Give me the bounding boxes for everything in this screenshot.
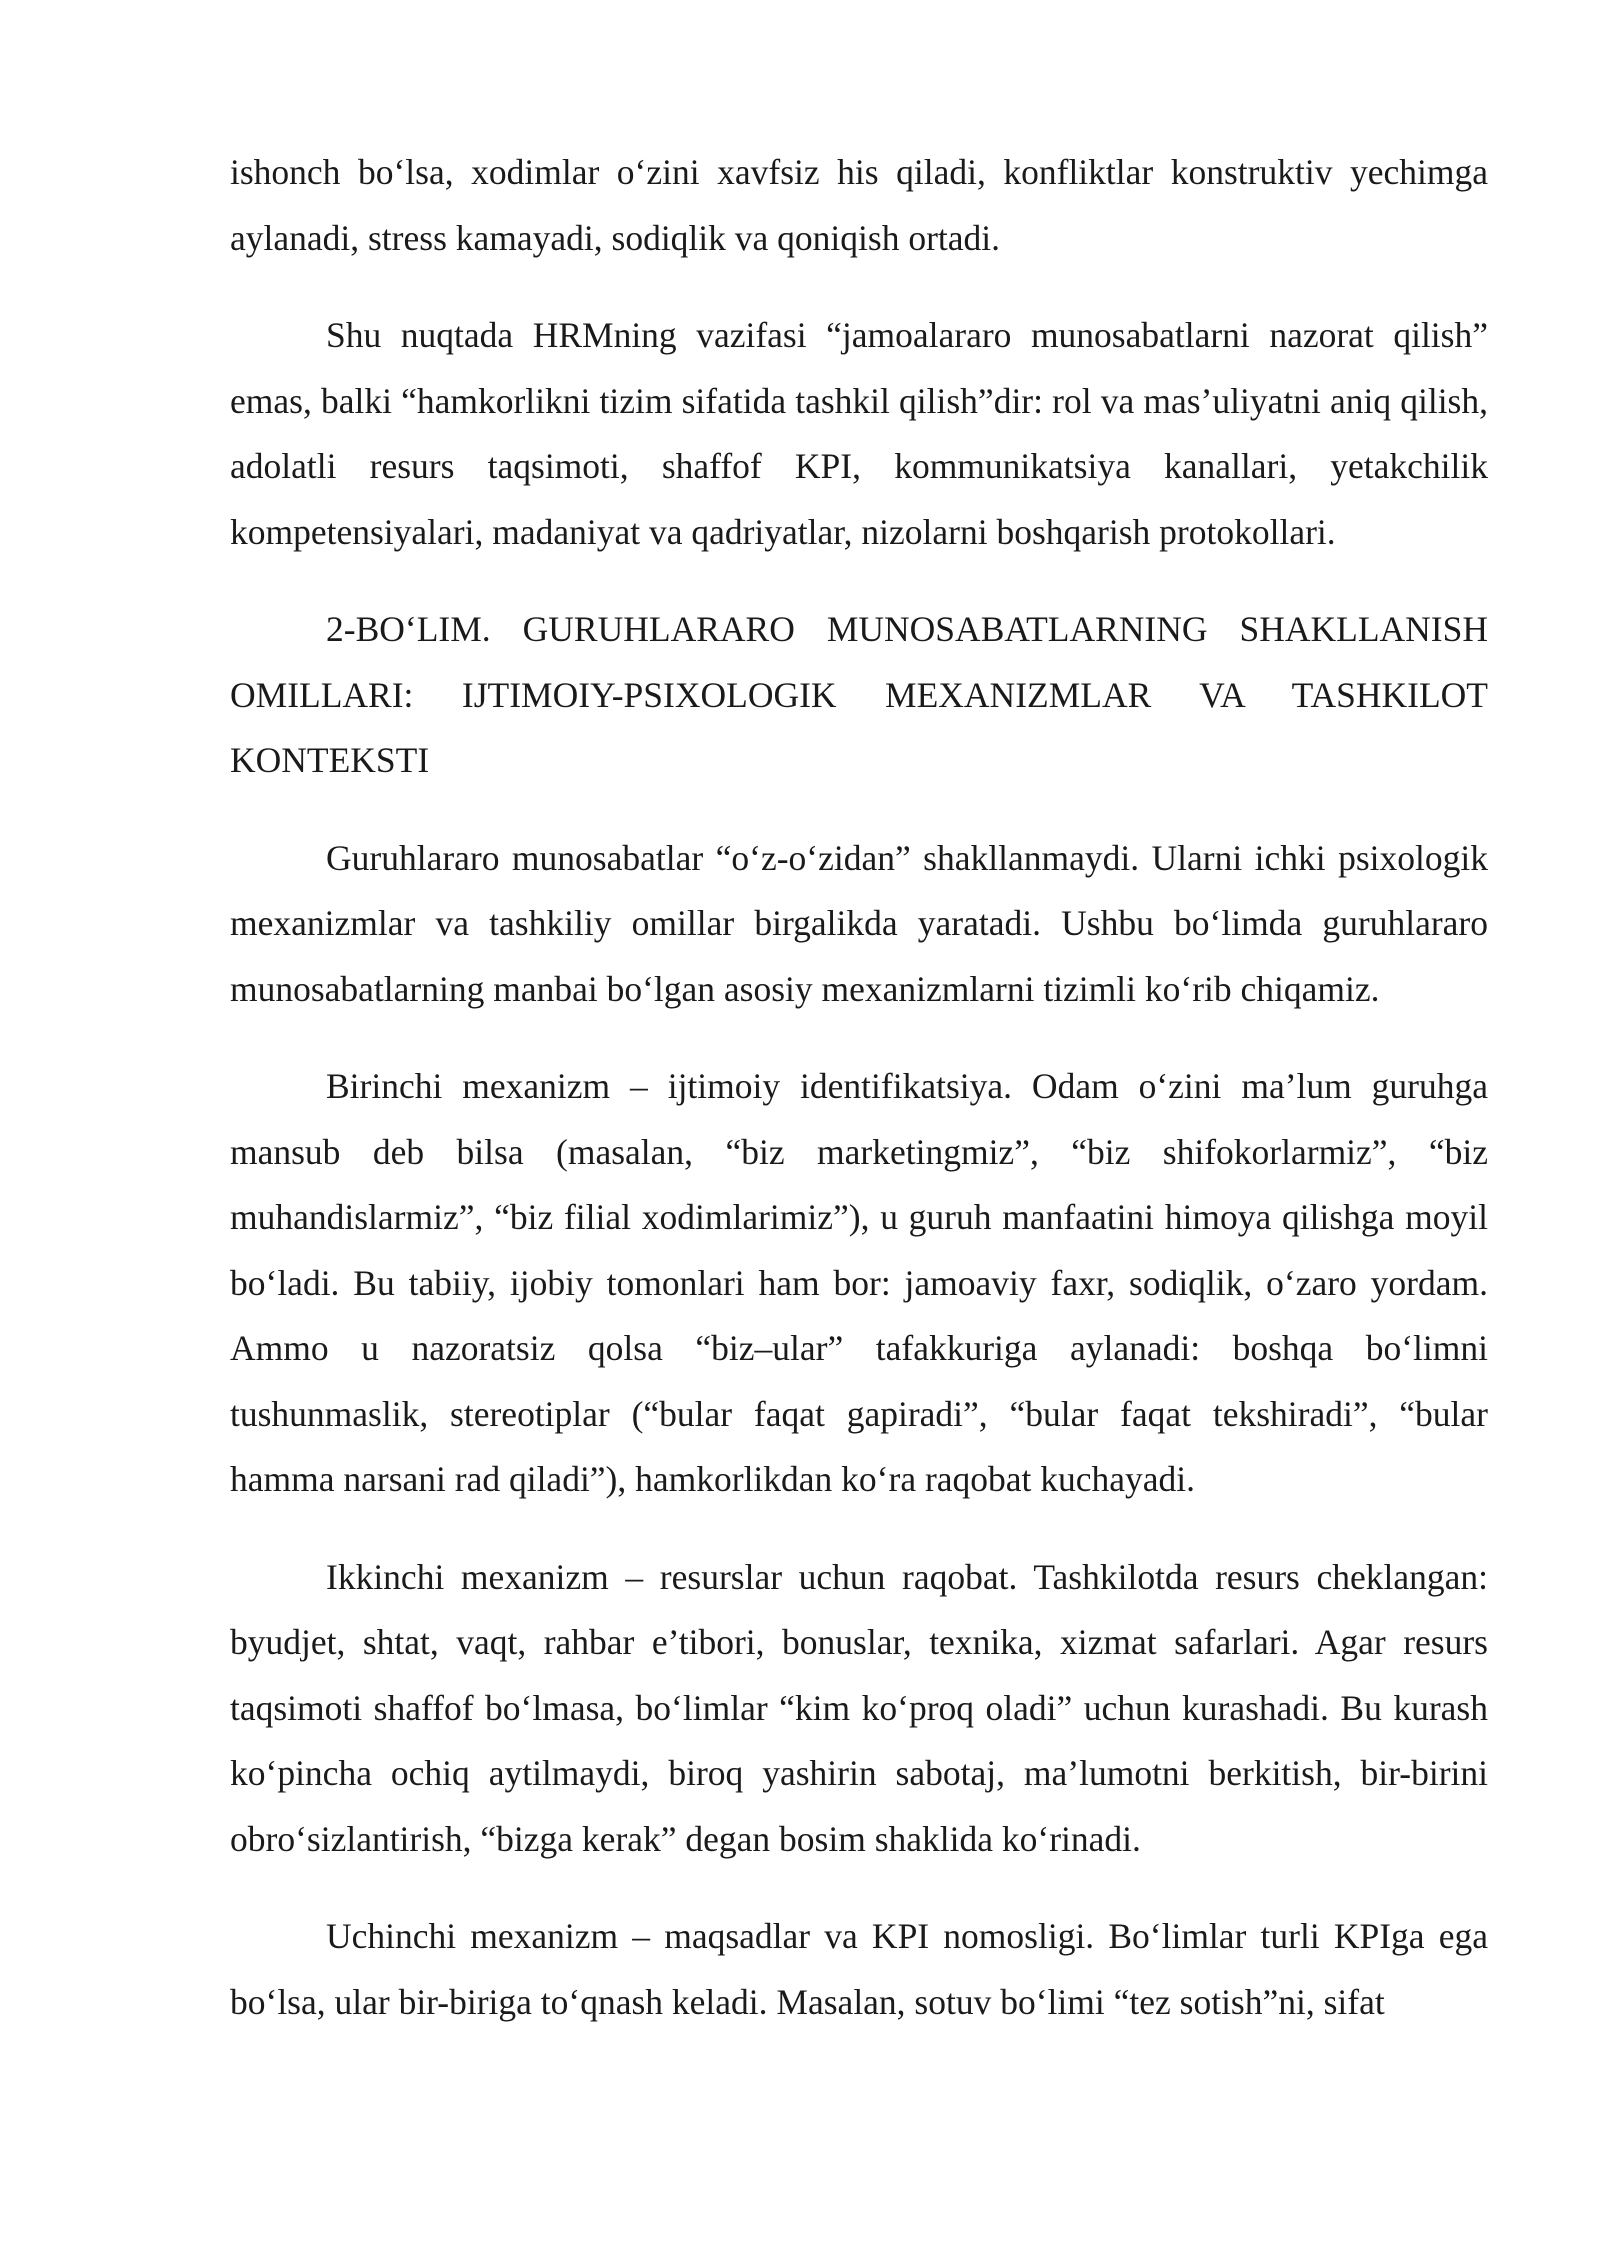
paragraph-intro-mechanisms: Guruhlararo munosabatlar “o‘z-o‘zidan” shakllanmaydi. Ularni ichki psixologik mexanizmlar va tashkiliy omillar birgalikda yaratadi. Ushbu bo‘limda guruhlararo munosabatlarning manbai bo‘lgan asosiy mexanizmlarni tizimli ko‘rib chiqamiz. <box>230 837 1488 1009</box>
section-heading: 2-BO‘LIM. GURUHLARARO MUNOSABATLARNING SHAKLLANISH OMILLARI: IJTIMOIY-PSIXOLOGIK MEXANIZMLAR VA TASHKILOT KONTEKSTI <box>230 609 1488 780</box>
document-body <box>230 140 1488 2067</box>
paragraph-third-mechanism: Uchinchi mexanizm – maqsadlar va KPI nomosligi. Bo‘limlar turli KPIga ega bo‘lsa, ular bir-biriga to‘qnash keladi. Masalan, sotuv bo‘limi “tez sotish”ni, sifat <box>230 1916 1488 2022</box>
paragraph-hrm-task: Shu nuqtada HRMning vazifasi “jamoalararo munosabatlarni nazorat qilish” emas, balki “hamkorlikni tizim sifatida tashkil qilish”dir: rol va mas’uliyatni aniq qilish, adolatli resurs taqsimoti, shaffof KPI, kommunikatsiya kanallari, yetakchilik kompetensiyalari, madaniyat va qadriyatlar, nizolarni boshqarish protokollari. <box>230 315 1488 552</box>
paragraph-first-mechanism: Birinchi mexanizm – ijtimoiy identifikatsiya. Odam o‘zini ma’lum guruhga mansub deb bilsa (masalan, “biz marketingmiz”, “biz shifokorlarmiz”, “biz muhandislarmiz”, “biz filial xodimlarimiz”), u guruh manfaatini himoya qilishga moyil bo‘ladi. Bu tabiiy, ijobiy tomonlari ham bor: jamoaviy faxr, sodiqlik, o‘zaro yordam. Ammo u nazoratsiz qolsa “biz–ular” tafakkuriga aylanadi: boshqa bo‘limni tushunmaslik, stereotiplar (“bular faqat gapiradi”, “bular faqat tekshiradi”, “bular hamma narsani rad qiladi”), hamkorlikdan ko‘ra raqobat kuchayadi. <box>230 1066 1488 1499</box>
paragraph-continuation: ishonch bo‘lsa, xodimlar o‘zini xavfsiz his qiladi, konfliktlar konstruktiv yechimga aylanadi, stress kamayadi, sodiqlik va qoniqish ortadi. <box>230 152 1488 258</box>
paragraph-second-mechanism: Ikkinchi mexanizm – resurslar uchun raqobat. Tashkilotda resurs cheklangan: byudjet, shtat, vaqt, rahbar e’tibori, bonuslar, texnika, xizmat safarlari. Agar resurs taqsimoti shaffof bo‘lmasa, bo‘limlar “kim ko‘proq oladi” uchun kurashadi. Bu kurash ko‘pincha ochiq aytilmaydi, biroq yashirin sabotaj, ma’lumotni berkitish, bir-birini obro‘sizlantirish, “bizga kerak” degan bosim shaklida ko‘rinadi. <box>230 1556 1488 1859</box>
